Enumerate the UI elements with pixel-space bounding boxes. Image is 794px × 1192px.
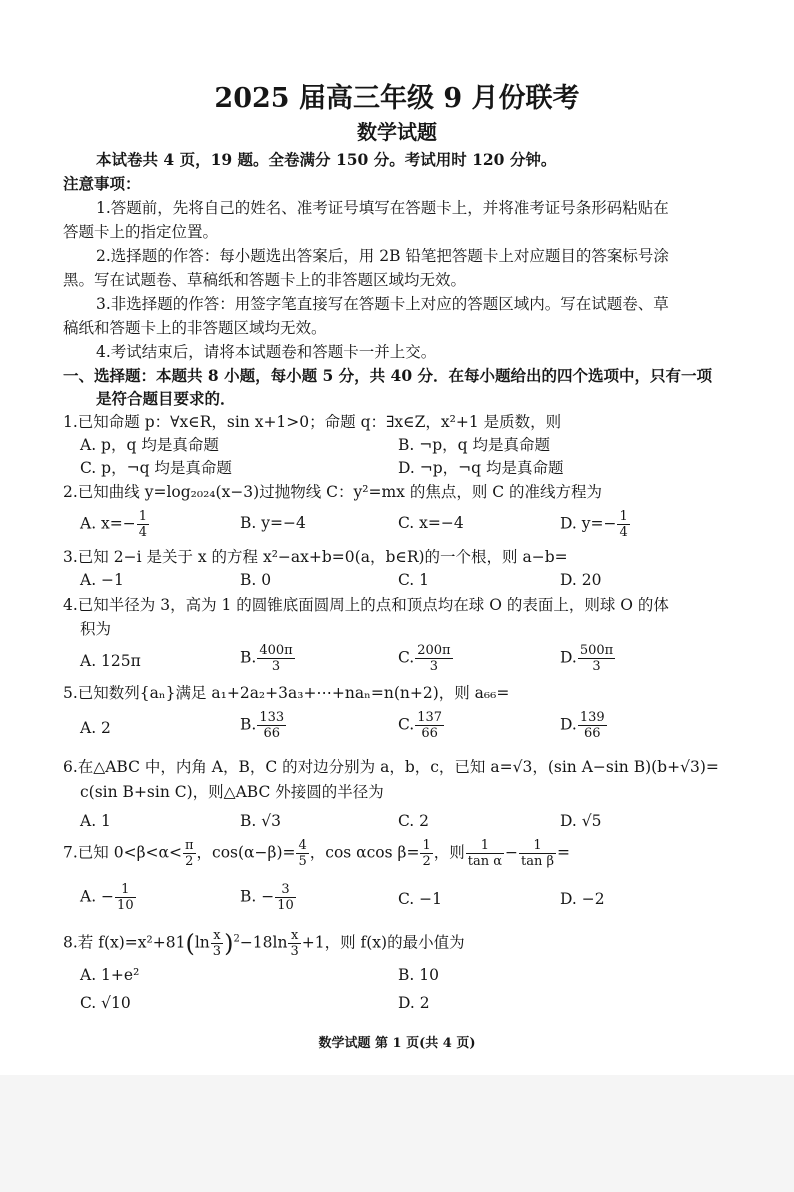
fraction-denominator: 3 [212, 944, 222, 959]
ln-glyph: ln [194, 933, 210, 952]
fraction-denominator: tan α [467, 854, 503, 869]
fraction-denominator: 3 [592, 659, 601, 674]
q3-option-c: C. 1 [398, 571, 430, 589]
q8-option-c: C. √10 [80, 994, 131, 1012]
q1-option-a: A. p，q 均是真命题 [80, 436, 219, 454]
question-1-stem: 1.已知命题 p：∀x∈R，sin x+1>0；命题 q：∃x∈Z，x²+1 是质数，则 [63, 413, 562, 431]
fraction-denominator: 3 [290, 944, 299, 959]
q4-option-b-fraction [257, 643, 294, 674]
left-paren-glyph: ( [185, 929, 195, 958]
question-6-stem-cont: c(sin B+sin C)，则△ABC 外接圆的半径为 [80, 783, 384, 801]
q5-option-c-label: C. [398, 715, 415, 734]
note-line: 稿纸和答题卡上的非答题区域均无效。 [63, 319, 327, 337]
q6-option-c: C. 2 [398, 812, 430, 830]
q7-option-b-fraction [275, 882, 296, 913]
fraction-denominator: 2 [185, 854, 194, 869]
section-heading: 一、选择题：本题共 8 小题，每小题 5 分，共 40 分．在每小题给出的四个选项中，只有一项 [63, 366, 713, 385]
q8-option-d: D. 2 [398, 994, 430, 1012]
q1-option-c: C. p，¬q 均是真命题 [80, 459, 232, 477]
fraction-denominator: 10 [117, 898, 134, 913]
section-heading-cont: 是符合题目要求的． [96, 389, 236, 408]
fraction-numerator: 137 [417, 710, 443, 725]
q4-option-a: A. 125π [80, 652, 141, 670]
q7-option-a-label: A. − [80, 887, 115, 906]
q4-option-c-label: C. [398, 648, 415, 667]
q5-option-b-label: B. [240, 715, 257, 734]
q8-stem-part: −18ln [239, 933, 288, 952]
q7-stem-part: = [557, 843, 571, 862]
q4-option-c [398, 643, 454, 674]
q7-fraction-inv-tan-beta [519, 838, 556, 869]
fraction-numerator: x [288, 928, 300, 944]
fraction-numerator: 1 [138, 509, 148, 524]
fraction-denominator: 3 [271, 659, 281, 674]
notes-heading: 注意事项： [63, 174, 141, 193]
fraction-numerator: 200π [417, 643, 451, 658]
fraction-numerator: 1 [519, 838, 556, 854]
question-2-stem: 2.已知曲线 y=log₂₀₂₄(x−3)过抛物线 C：y²=mx 的焦点，则 C 的准线方程为 [63, 483, 603, 501]
note-line: 答题卡上的指定位置。 [63, 223, 219, 241]
note-line: 2.选择题的作答：每小题选出答案后，用 2B 铅笔把答题卡上对应题目的答案标号涂 [96, 247, 669, 265]
fraction-denominator: 5 [298, 854, 307, 869]
q7-option-b-label: B. − [240, 887, 275, 906]
fraction-numerator: 3 [275, 882, 296, 898]
fraction-numerator: 400π [259, 643, 293, 658]
fraction-numerator: 133 [259, 710, 285, 725]
page-footer: 数学试题 第 1 页(共 4 页) [318, 1036, 476, 1051]
q7-option-d: D. −2 [560, 890, 605, 908]
q1-option-d: D. ¬p，¬q 均是真命题 [398, 459, 564, 477]
fraction-numerator: 1 [115, 882, 136, 898]
fraction-denominator: 10 [277, 898, 294, 913]
q7-stem-part: ，cos αcos β= [309, 843, 420, 862]
q7-option-a-fraction [115, 882, 136, 913]
q3-option-b: B. 0 [240, 571, 272, 589]
fraction-denominator: 2 [422, 854, 431, 869]
q3-option-d: D. 20 [560, 571, 602, 589]
fraction-numerator: 1 [466, 838, 504, 854]
q3-option-a: A. −1 [80, 571, 124, 589]
note-line: 4.考试结束后，请将本试题卷和答题卡一并上交。 [96, 343, 437, 361]
q5-option-c [398, 710, 445, 741]
q6-option-a: A. 1 [80, 812, 111, 830]
note-line: 黑。写在试题卷、草稿纸和答题卡上的非答题区域均无效。 [63, 271, 467, 289]
q4-option-d [560, 643, 616, 674]
q2-option-d [560, 509, 631, 540]
fraction-denominator: 66 [583, 726, 601, 741]
q7-fraction-inv-tan-alpha [466, 838, 504, 869]
q7-stem-part: ，则 [433, 843, 465, 862]
fraction-numerator: 4 [298, 838, 307, 853]
q5-option-d-label: D. [560, 715, 577, 734]
q5-option-a: A. 2 [80, 719, 111, 737]
question-5-stem: 5.已知数列{aₙ}满足 a₁+2a₂+3a₃+⋯+naₙ=n(n+2)，则 a₆₆= [63, 684, 510, 702]
q8-option-a: A. 1+e² [80, 966, 140, 984]
q5-option-d [560, 710, 608, 741]
fraction-denominator: tan β [521, 854, 555, 869]
q4-option-c-fraction [415, 643, 452, 674]
exam-title: 2025 届高三年级 9 月份联考 [214, 83, 580, 114]
fraction-numerator: x [211, 928, 223, 944]
question-6-stem: 6.在△ABC 中，内角 A，B，C 的对边分别为 a，b，c，已知 a=√3，(sin A−sin B)(b+√3)= [63, 758, 719, 776]
question-3-stem: 3.已知 2−i 是关于 x 的方程 x²−ax+b=0(a，b∈R)的一个根，则 a−b= [63, 548, 568, 566]
q5-option-b [240, 710, 287, 741]
q7-fraction-four-fifths [296, 838, 308, 869]
fraction-denominator: 3 [429, 659, 439, 674]
question-8-stem [63, 928, 465, 959]
q4-option-b [240, 643, 296, 674]
fraction-denominator: 4 [619, 525, 628, 540]
q7-fraction-pi-half [183, 838, 196, 869]
fraction-denominator: 66 [263, 726, 281, 741]
q7-option-a [80, 882, 137, 913]
note-line: 1.答题前，先将自己的姓名、准考证号填写在答题卡上，并将准考证号条形码粘贴在 [96, 199, 669, 217]
q2-option-d-text: D. y=− [560, 514, 617, 533]
q8-stem-part: +1，则 f(x)的最小值为 [301, 933, 465, 952]
q4-option-d-label: D. [560, 648, 577, 667]
exam-subtitle: 数学试题 [357, 120, 437, 144]
fraction-numerator: 500π [579, 643, 614, 658]
q2-option-b: B. y=−4 [240, 514, 306, 532]
exam-intro: 本试卷共 4 页，19 题。全卷满分 150 分。考试用时 120 分钟。 [96, 150, 557, 169]
q4-option-d-fraction [578, 643, 615, 674]
q5-option-c-fraction [415, 710, 444, 741]
q2-option-a [80, 509, 150, 540]
q4-option-b-label: B. [240, 648, 257, 667]
fraction-numerator: π [184, 838, 194, 853]
q2-option-d-fraction [617, 509, 629, 540]
fraction-denominator: 4 [138, 525, 148, 540]
right-paren-glyph: ) [224, 929, 234, 958]
q8-fraction-x-over-3 [211, 928, 223, 959]
q5-option-b-fraction [257, 710, 286, 741]
question-4-stem: 4.已知半径为 3，高为 1 的圆锥底面圆周上的点和顶点均在球 O 的表面上，则球 O 的体 [63, 596, 669, 614]
fraction-denominator: 66 [421, 726, 438, 741]
q2-option-c: C. x=−4 [398, 514, 464, 532]
q7-option-c: C. −1 [398, 890, 443, 908]
q8-fraction-x-over-3 [288, 928, 300, 959]
question-4-stem-cont: 积为 [80, 620, 112, 638]
q6-option-d: D. √5 [560, 812, 602, 830]
q7-stem-part: − [505, 843, 519, 862]
note-line: 3.非选择题的作答：用签字笔直接写在答题卡上对应的答题区域内。写在试题卷、草 [96, 295, 669, 313]
q7-option-b [240, 882, 297, 913]
page-bottom-margin [0, 1075, 794, 1192]
q2-option-a-text: A. x=− [80, 514, 136, 533]
q6-option-b: B. √3 [240, 812, 281, 830]
q5-option-d-fraction [578, 710, 607, 741]
fraction-numerator: 1 [619, 509, 628, 524]
squared-glyph: 2 [233, 933, 240, 945]
q7-stem-part: 7.已知 0<β<α< [63, 843, 182, 862]
q8-option-b: B. 10 [398, 966, 439, 984]
question-7-stem [63, 838, 570, 869]
fraction-numerator: 1 [422, 838, 431, 853]
q7-fraction-half [420, 838, 432, 869]
q7-stem-part: ，cos(α−β)= [196, 843, 296, 862]
q1-option-b: B. ¬p，q 均是真命题 [398, 436, 551, 454]
q8-stem-part: 8.若 f(x)=x²+81 [63, 933, 186, 952]
q2-option-a-fraction [137, 509, 149, 540]
fraction-numerator: 139 [579, 710, 605, 725]
